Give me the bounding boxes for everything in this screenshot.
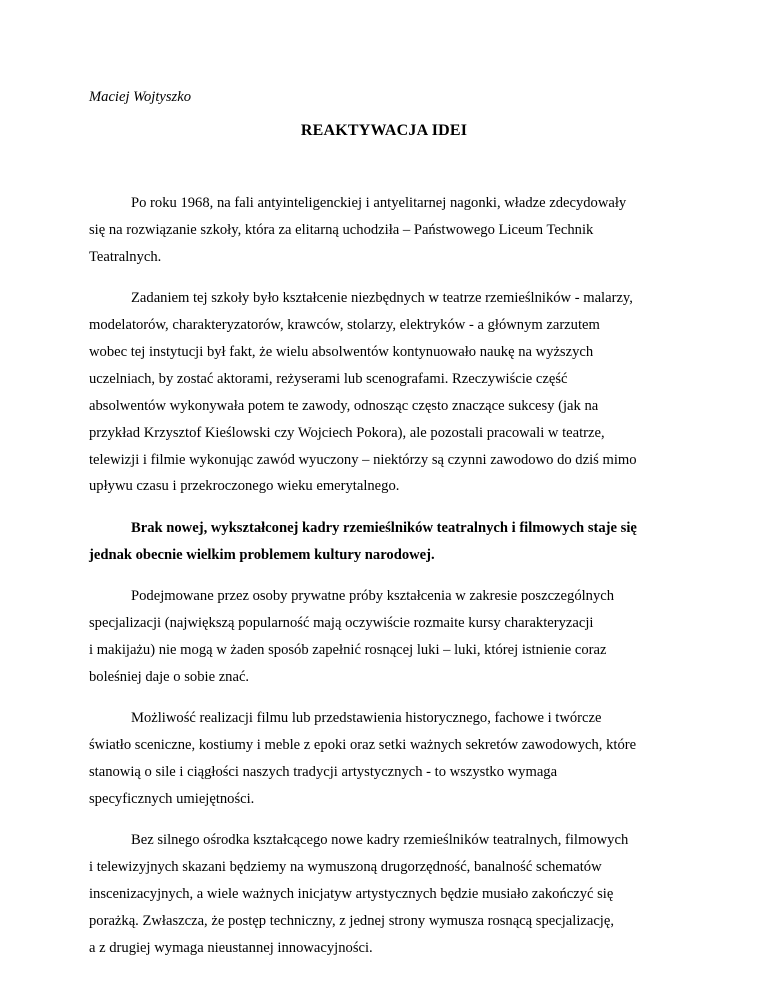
paragraph-line: Podejmowane przez osoby prywatne próby kształcenia w zakresie poszczególnych [131,588,615,605]
paragraph-line: przykład Krzysztof Kieślowski czy Wojciech Pokora), ale pozostali pracowali w teatrze, [89,424,605,441]
paragraph-line: światło sceniczne, kostiumy i meble z epoki oraz setki ważnych sekretów zawodowych, które [89,737,637,754]
author-name: Maciej Wojtyszko [89,89,191,105]
paragraph [89,705,689,813]
paragraph [89,827,689,961]
paragraph-line: Bez silnego ośrodka kształcącego nowe kadry rzemieślników teatralnych, filmowych [131,832,629,849]
paragraph-line: porażką. Zwłaszcza, że postęp techniczny, z jednej strony wymusza rosnącą specjalizację, [89,912,614,929]
paragraph-line: modelatorów, charakteryzatorów, krawców, stolarzy, elektryków - a głównym zarzutem [89,317,600,334]
paragraph [89,583,689,691]
paragraph-line: Teatralnych. [89,248,162,265]
paragraph-line: wobec tej instytucji był fakt, że wielu absolwentów kontynuowało naukę na wyższych [89,343,594,360]
paragraph-line: Po roku 1968, na fali antyinteligenckiej i antyelitarnej nagonki, władze zdecydowały [131,195,627,211]
paragraph-line: telewizji i filmie wykonując zawód wyuczony – niektórzy są czynni zawodowo do dziś mimo [89,451,637,468]
paragraph [89,285,689,500]
paragraph-line: uczelniach, by zostać aktorami, reżyserami lub scenografami. Rzeczywiście część [89,370,568,387]
paragraph-line: specjalizacji (największą popularność mają oczywiście rozmaite kursy charakteryzacji [89,614,594,631]
paragraph-line: stanowią o sile i ciągłości naszych tradycji artystycznych - to wszystko wymaga [89,763,558,780]
paragraph-line: absolwentów wykonywała potem te zawody, odnosząc często znaczące sukcesy (jak na [89,397,599,414]
paragraph-line: i telewizyjnych skazani będziemy na wymuszoną drugorzędność, banalność schematów [89,859,602,876]
paragraph-line: jednak obecnie wielkim problemem kultury narodowej. [89,546,435,563]
document-title: REAKTYWACJA IDEI [300,122,468,139]
paragraph-line: Brak nowej, wykształconej kadry rzemieślników teatralnych i filmowych staje się [131,519,637,536]
paragraph-line: Możliwość realizacji filmu lub przedstawienia historycznego, fachowe i twórcze [131,710,602,727]
paragraph-line: a z drugiej wymaga nieustannej innowacyjności. [89,939,373,956]
document-body [89,190,689,976]
paragraph-line: inscenizacyjnych, a wiele ważnych inicjatyw artystycznych będzie musiało zakończyć się [89,885,614,902]
paragraph [89,190,689,271]
paragraph-line: Zadaniem tej szkoły było kształcenie niezbędnych w teatrze rzemieślników - malarzy, [131,290,633,307]
paragraph-line: upływu czasu i przekroczonego wieku emerytalnego. [89,478,400,495]
paragraph-line: specyficznych umiejętności. [89,790,255,807]
paragraph-line: i makijażu) nie mogą w żaden sposób zapełnić rosnącej luki – luki, której istnienie coraz [89,641,607,658]
paragraph-line: się na rozwiązanie szkoły, która za elitarną uchodziła – Państwowego Liceum Technik [89,221,594,238]
bold-paragraph [89,515,689,569]
paragraph-line: boleśniej daje o sobie znać. [89,668,250,685]
